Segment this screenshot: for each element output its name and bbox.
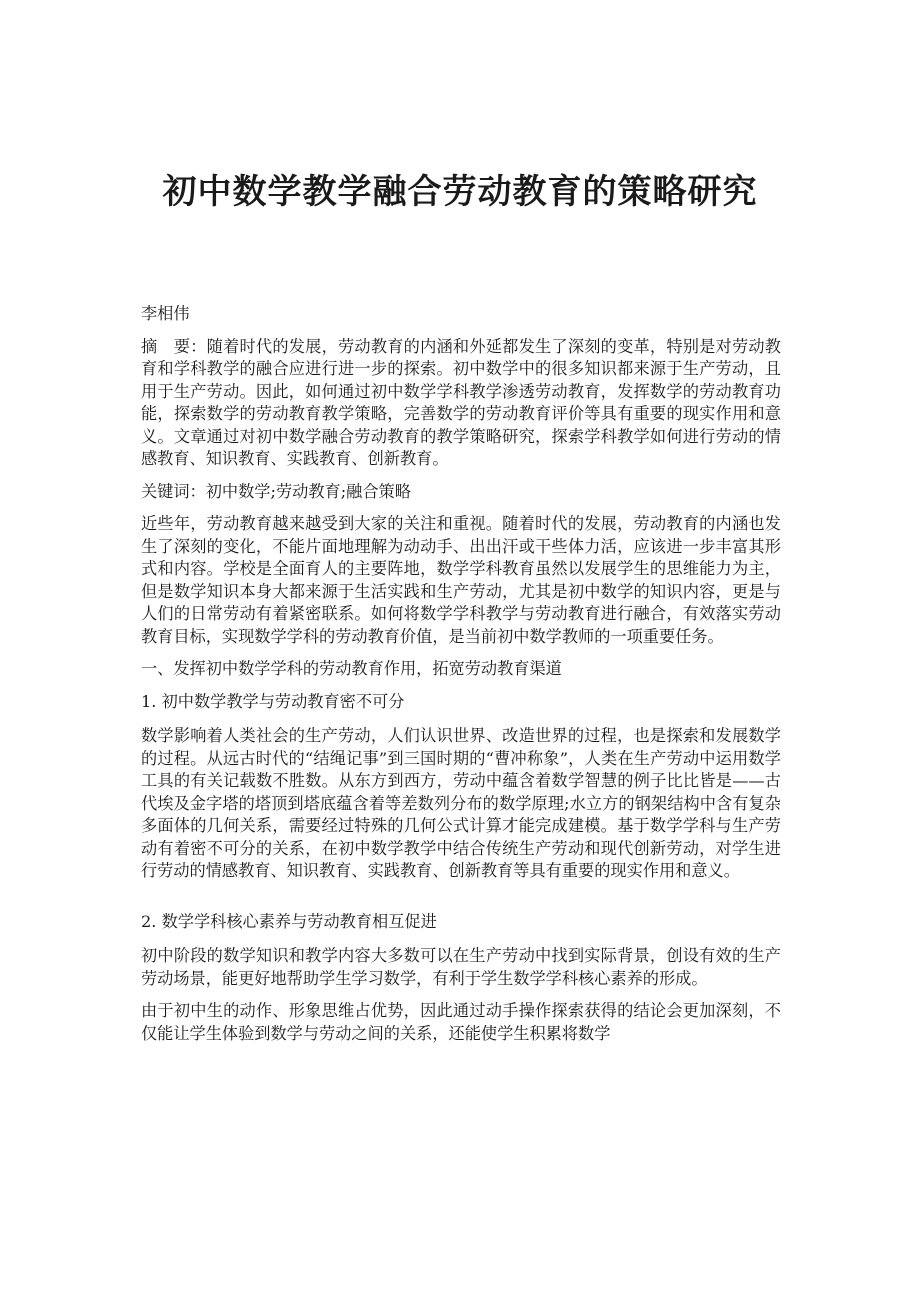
subsection-heading-2: 2. 数学学科核心素养与劳动教育相互促进 <box>141 911 437 931</box>
author-name: 李相伟 <box>141 304 190 323</box>
article-body <box>141 303 781 1045</box>
section-heading-1: 一、发挥初中数学学科的劳动教育作用，拓宽劳动教育渠道 <box>141 659 562 678</box>
abstract-paragraph: 摘 要：随着时代的发展，劳动教育的内涵和外延都发生了深刻的变革，特别是对劳动教育和学科教学的融合应进行进一步的探索。初中数学中的很多知识都来源于生产劳动，且用于生产劳动。因此，如何通过初中数学学科教学渗透劳动教育，发挥数学的劳动教育功能，探索数学的劳动教育教学策略，完善数学的劳动教育评价等具有重要的现实作用和意义。文章通过对初中数学融合劳动教育的教学策略研究，探索学科教学如何进行劳动的情感教育、知识教育、实践教育、创新教育。 <box>141 336 781 468</box>
page-title: 初中数学教学融合劳动教育的策略研究 <box>162 172 758 212</box>
subsection-2-paragraph-2: 由于初中生的动作、形象思维占优势，因此通过动手操作探索获得的结论会更加深刻，不仅能让学生体验到数学与劳动之间的关系，还能使学生积累将数学 <box>141 1001 781 1043</box>
subsection-2-paragraph-1: 初中阶段的数学知识和教学内容大多数可以在生产劳动中找到实际背景，创设有效的生产劳动场景，能更好地帮助学生学习数学，有利于学生数学学科核心素养的形成。 <box>141 946 781 988</box>
subsection-1-paragraph: 数学影响着人类社会的生产劳动，人们认识世界、改造世界的过程，也是探索和发展数学的过程。从远古时代的“结绳记事”到三国时期的“曹冲称象”，人类在生产劳动中运用数学工具的有关记载数不胜数。从东方到西方，劳动中蕴含着数学智慧的例子比比皆是——古代埃及金字塔的塔顶到塔底蕴含着等差数列分布的数学原理;水立方的钢架结构中含有复杂多面体的几何关系，需要经过特殊的几何公式计算才能完成建模。基于数学学科与生产劳动有着密不可分的关系，在初中数学教学中结合传统生产劳动和现代创新劳动，对学生进行劳动的情感教育、知识教育、实践教育、创新教育等具有重要的现实作用和意义。 <box>141 726 781 880</box>
subsection-heading-1: 1. 初中数学教学与劳动教育密不可分 <box>141 691 405 711</box>
keywords-line: 关键词：初中数学;劳动教育;融合策略 <box>141 481 411 501</box>
intro-paragraph: 近些年，劳动教育越来越受到大家的关注和重视。随着时代的发展，劳动教育的内涵也发生了深刻的变化，不能片面地理解为动动手、出出汗或干些体力活，应该进一步丰富其形式和内容。学校是全面育人的主要阵地，数学学科教育虽然以发展学生的思维能力为主，但是数学知识本身大都来源于生活实践和生产劳动，尤其是初中数学的知识内容，更是与人们的日常劳动有着紧密联系。如何将数学学科教学与劳动教育进行融合，有效落实劳动教育目标，实现数学学科的劳动教育价值，是当前初中数学教师的一项重要任务。 <box>141 514 781 646</box>
